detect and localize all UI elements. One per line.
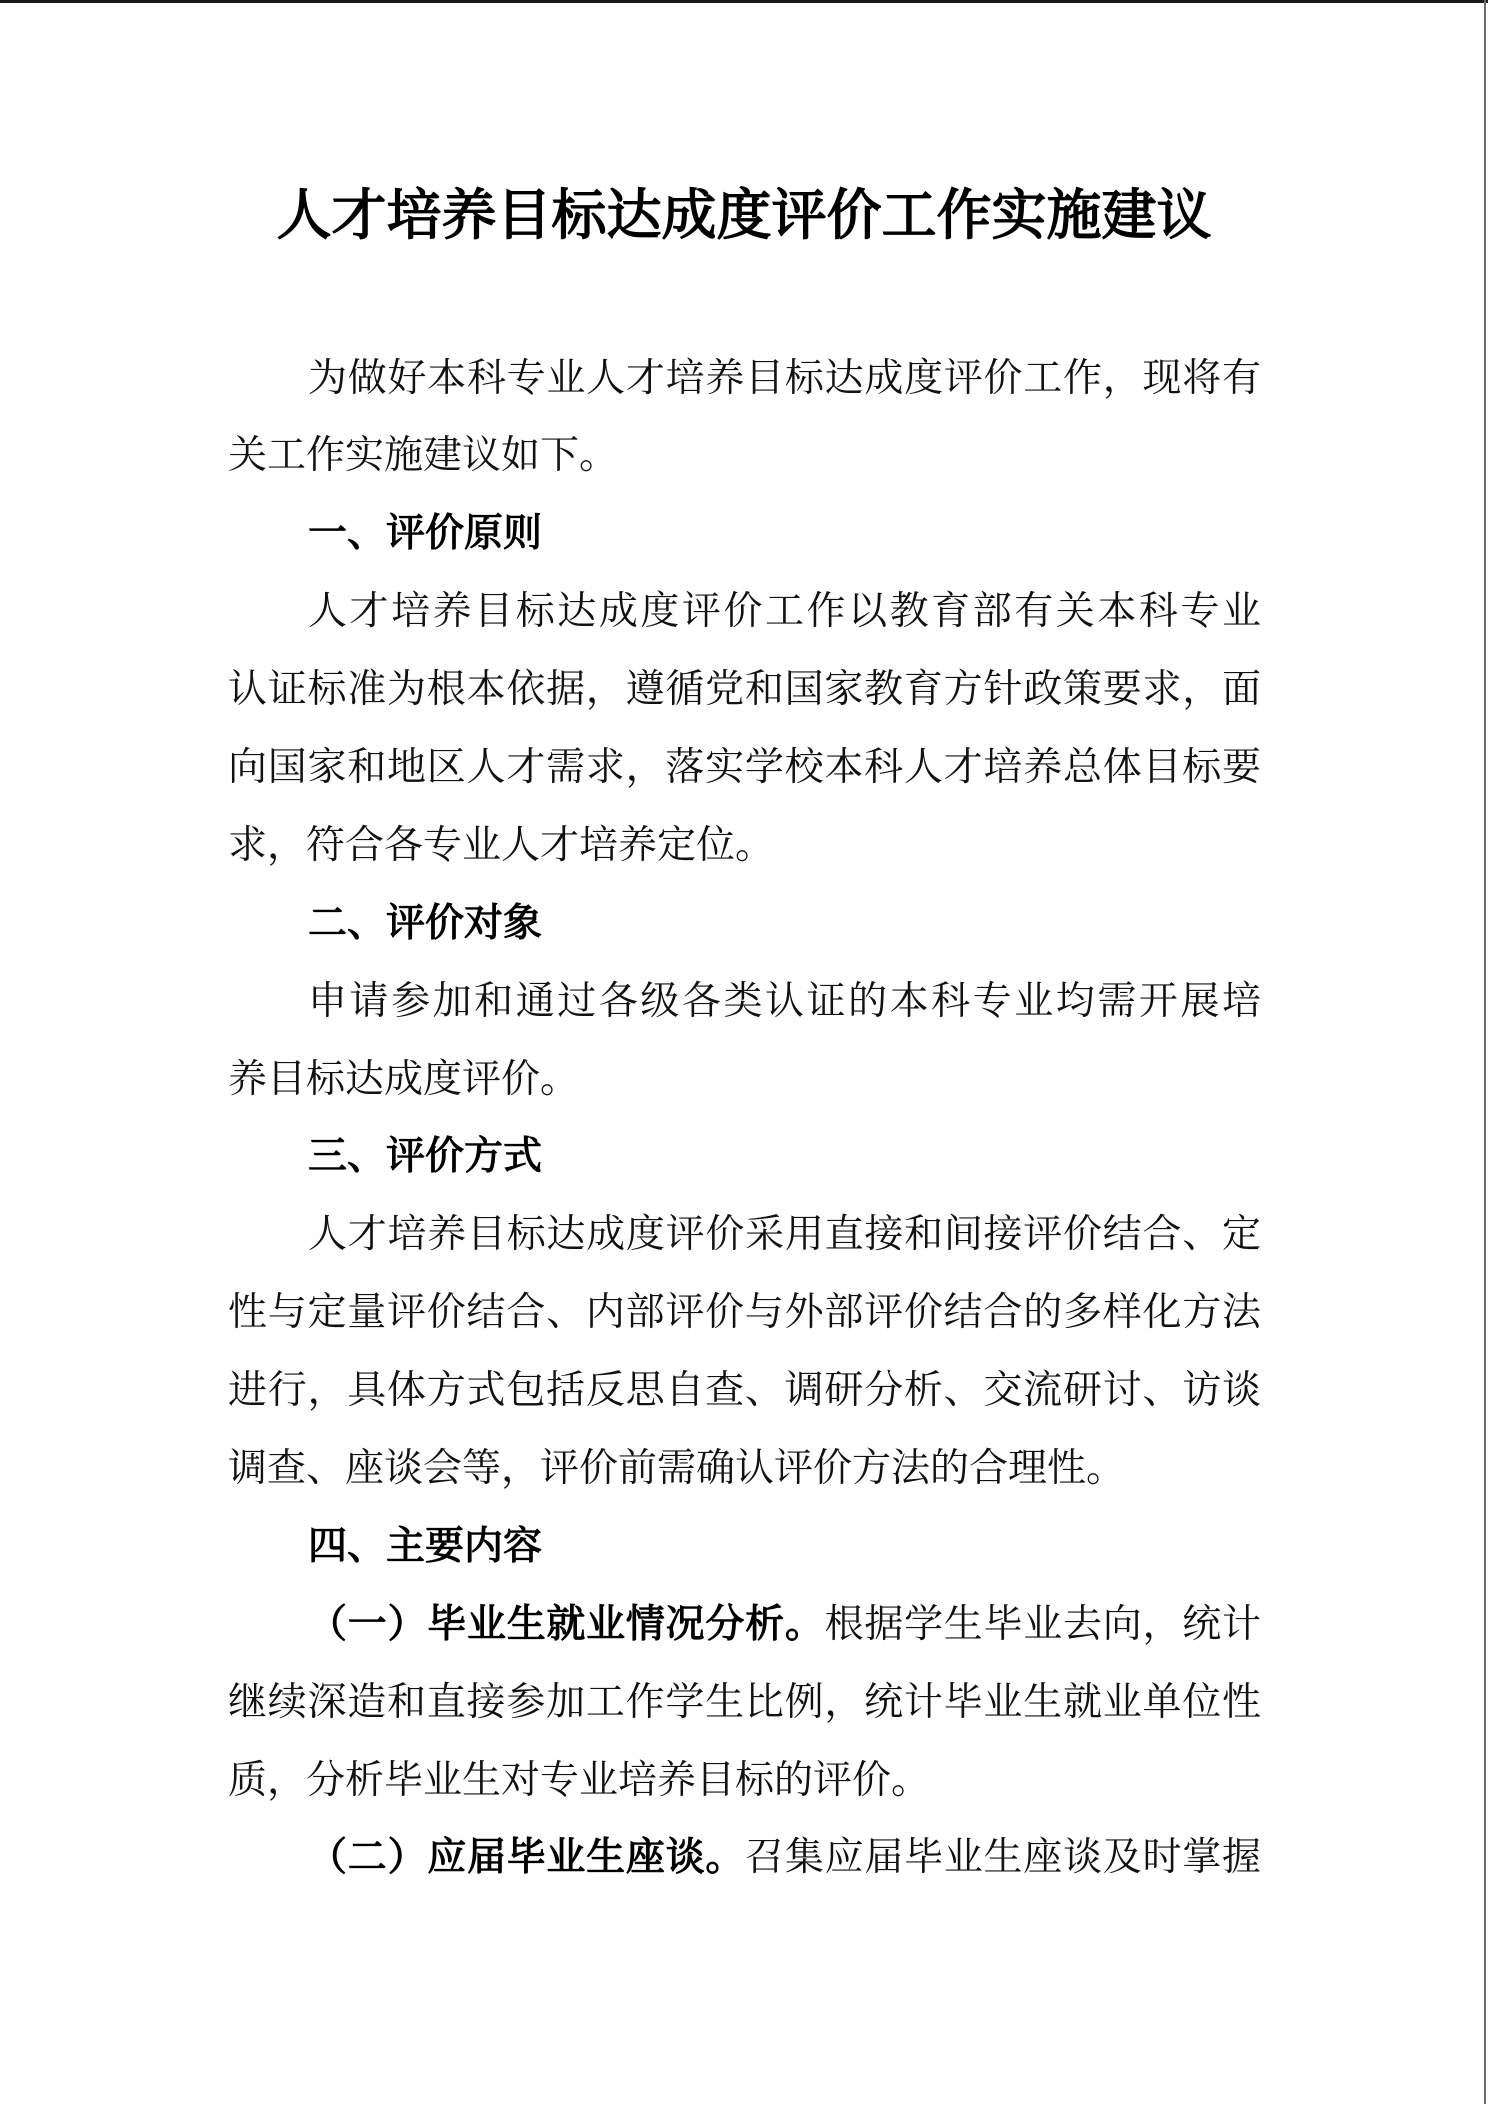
subsection-lead: （一）毕业生就业情况分析。 (308, 1600, 825, 1647)
paragraph-line: 人才培养目标达成度评价采用直接和间接评价结合、定 (308, 1212, 1261, 1258)
section-heading: 四、主要内容 (308, 1523, 543, 1569)
paragraph-line: 继续深造和直接参加工作学生比例，统计毕业生就业单位性 (228, 1679, 1261, 1725)
paragraph-line: 进行，具体方式包括反思自查、调研分析、交流研讨、访谈 (228, 1368, 1261, 1414)
paragraph-line: 人才培养目标达成度评价工作以教育部有关本科专业 (308, 589, 1261, 635)
section-heading: 二、评价对象 (308, 900, 543, 946)
document-title: 人才培养目标达成度评价工作实施建议 (276, 182, 1212, 247)
section-heading: 一、评价原则 (308, 511, 543, 557)
section-heading: 三、评价方式 (308, 1134, 543, 1180)
document-body (228, 340, 1261, 1898)
paragraph-line: 调查、座谈会等，评价前需确认评价方法的合理性。 (228, 1445, 1126, 1491)
paragraph-text: 召集应届毕业生座谈及时掌握 (745, 1835, 1261, 1881)
intro-line: 为做好本科专业人才培养目标达成度评价工作，现将有 (308, 355, 1261, 401)
paragraph-line: 求，符合各专业人才培养定位。 (228, 822, 775, 868)
paragraph-line: 性与定量评价结合、内部评价与外部评价结合的多样化方法 (228, 1290, 1261, 1336)
paragraph-line: 向国家和地区人才需求，落实学校本科人才培养总体目标要 (228, 744, 1261, 790)
subsection-first-line (228, 1586, 1261, 1664)
intro-line: 关工作实施建议如下。 (228, 433, 619, 479)
paragraph-line: 质，分析毕业生对专业培养目标的评价。 (228, 1757, 931, 1803)
paragraph-text: 根据学生毕业去向，统计 (824, 1601, 1261, 1647)
page-edge-right (1484, 0, 1486, 2104)
subsection-first-line (228, 1819, 1261, 1897)
paragraph-line: 申请参加和通过各级各类认证的本科专业均需开展培 (308, 978, 1261, 1024)
page-edge-top (0, 0, 1488, 3)
subsection-lead: （二）应届毕业生座谈。 (308, 1834, 746, 1881)
paragraph-line: 认证标准为根本依据，遵循党和国家教育方针政策要求，面 (228, 667, 1261, 713)
paragraph-line: 养目标达成度评价。 (228, 1056, 580, 1102)
